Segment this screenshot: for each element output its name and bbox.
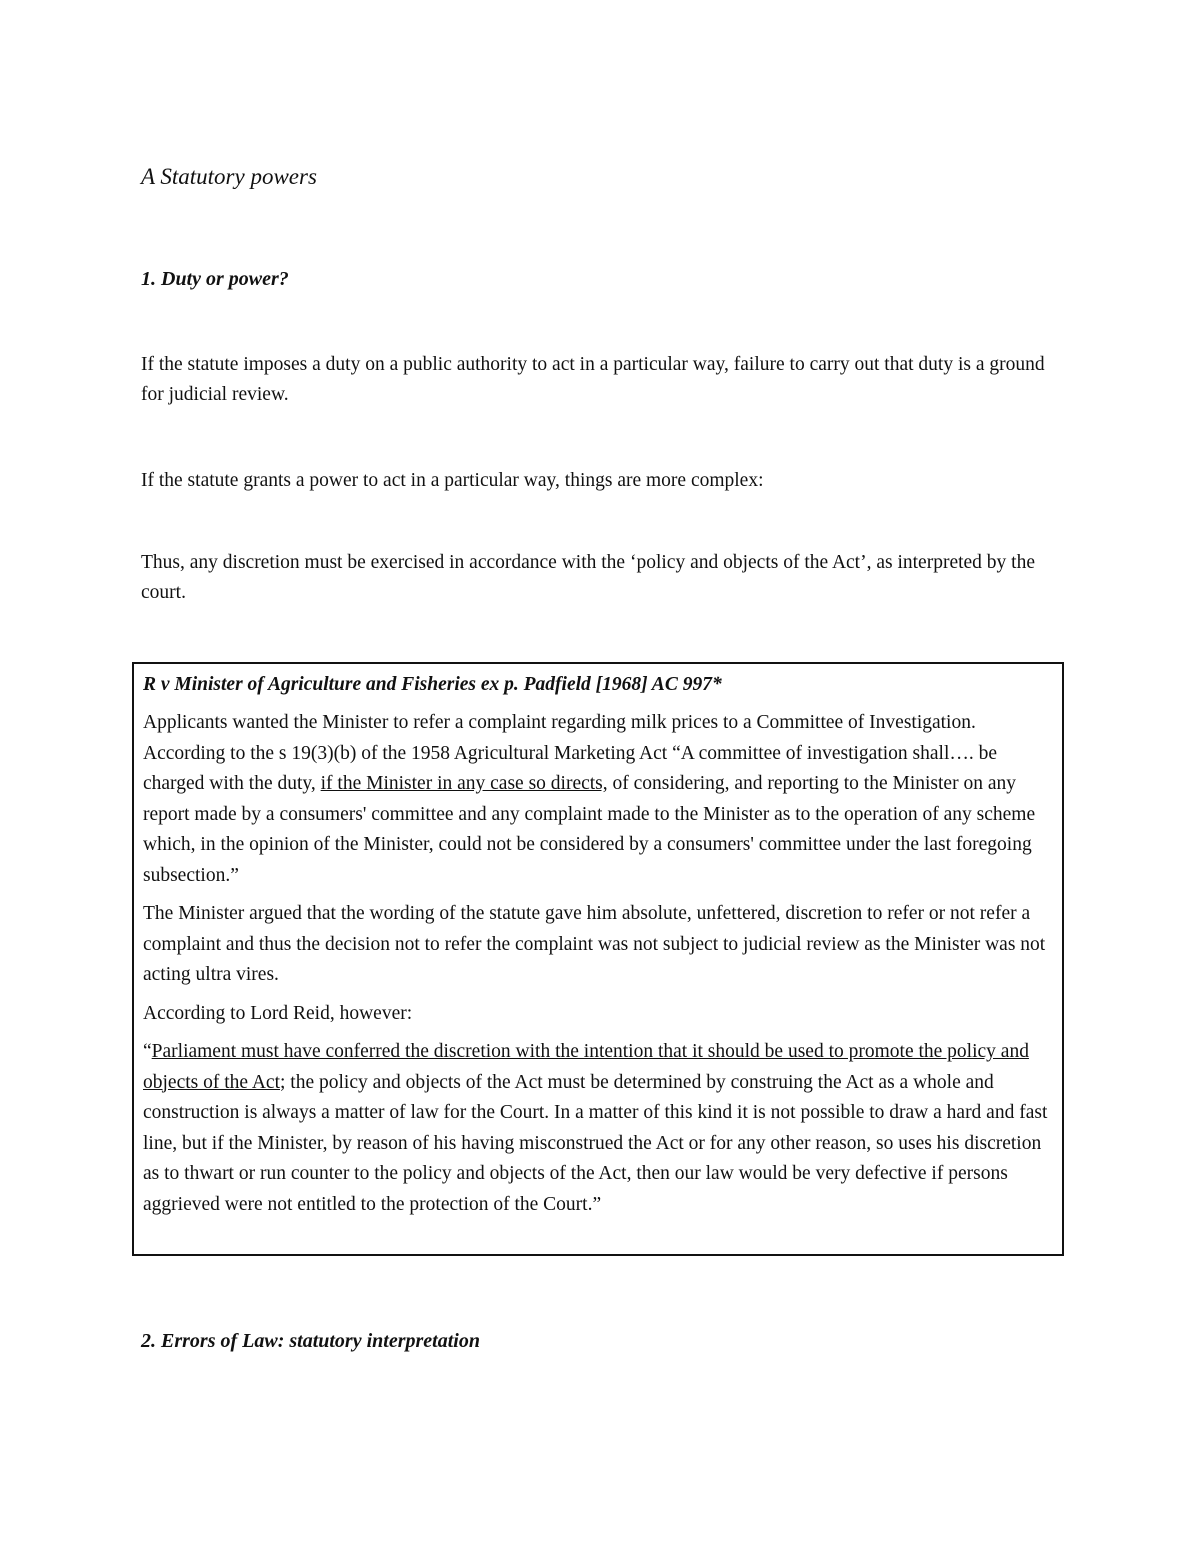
case-facts	[143, 708, 1054, 891]
section-title: A Statutory powers	[141, 164, 317, 189]
case-facts-after: of considering, and reporting to the Minister on any report made by a consumers' committee and any complaint made to the Minister as to the operation of any scheme which, in the opinion of the Minister, could not be considered by a consumers' committee under the last foregoing subsection.”	[143, 773, 1036, 886]
discretion-paragraph: Thus, any discretion must be exercised in accordance with the ‘policy and objects of the Act’, as interpreted by the court.	[141, 552, 1035, 603]
case-summary-box	[132, 662, 1064, 1256]
quote-open-mark: “	[143, 1041, 152, 1062]
duty-or-power-heading: 1. Duty or power?	[141, 268, 289, 290]
lord-reid-intro: According to Lord Reid, however:	[143, 1002, 413, 1024]
quote-rest: ; the policy and objects of the Act must be determined by construing the Act as a whole and construction is always a matter of law for the Court. In a matter of this kind it is not possible to draw a hard and fast line, but if the Minister, by reason of his having misconstrued the Act or for any other reason, so uses his discretion as to thwart or run counter to the policy and objects of the Act, then our law would be very defective if persons aggrieved were not entitled to the protection of the Court.”	[143, 1071, 1048, 1215]
case-argument: The Minister argued that the wording of the statute gave him absolute, unfettered, discretion to refer or not refer a complaint and thus the decision not to refer the complaint was not subject to judicial review as the Minister was not acting ultra vires.	[143, 903, 1046, 985]
case-facts-underlined: if the Minister in any case so directs,	[320, 773, 608, 794]
duty-paragraph: If the statute imposes a duty on a public authority to act in a particular way, failure to carry out that duty is a ground for judicial review.	[141, 354, 1045, 405]
errors-of-law-heading: 2. Errors of Law: statutory interpretation	[141, 1330, 480, 1352]
case-facts-before: Applicants wanted the Minister to refer a complaint regarding milk prices to a Committee of Investigation. According to the s 19(3)(b) of the 1958 Agricultural Marketing Act “A committee of investigation shall…. be charged with the duty,	[143, 712, 998, 794]
lord-reid-quote	[143, 1037, 1054, 1220]
power-paragraph: If the statute grants a power to act in a particular way, things are more complex:	[141, 470, 764, 491]
case-title: R v Minister of Agriculture and Fisheries ex p. Padfield [1968] AC 997*	[143, 674, 722, 695]
quote-underlined: Parliament must have conferred the discretion with the intention that it should be used to promote the policy and objects of the Act	[143, 1041, 1029, 1093]
